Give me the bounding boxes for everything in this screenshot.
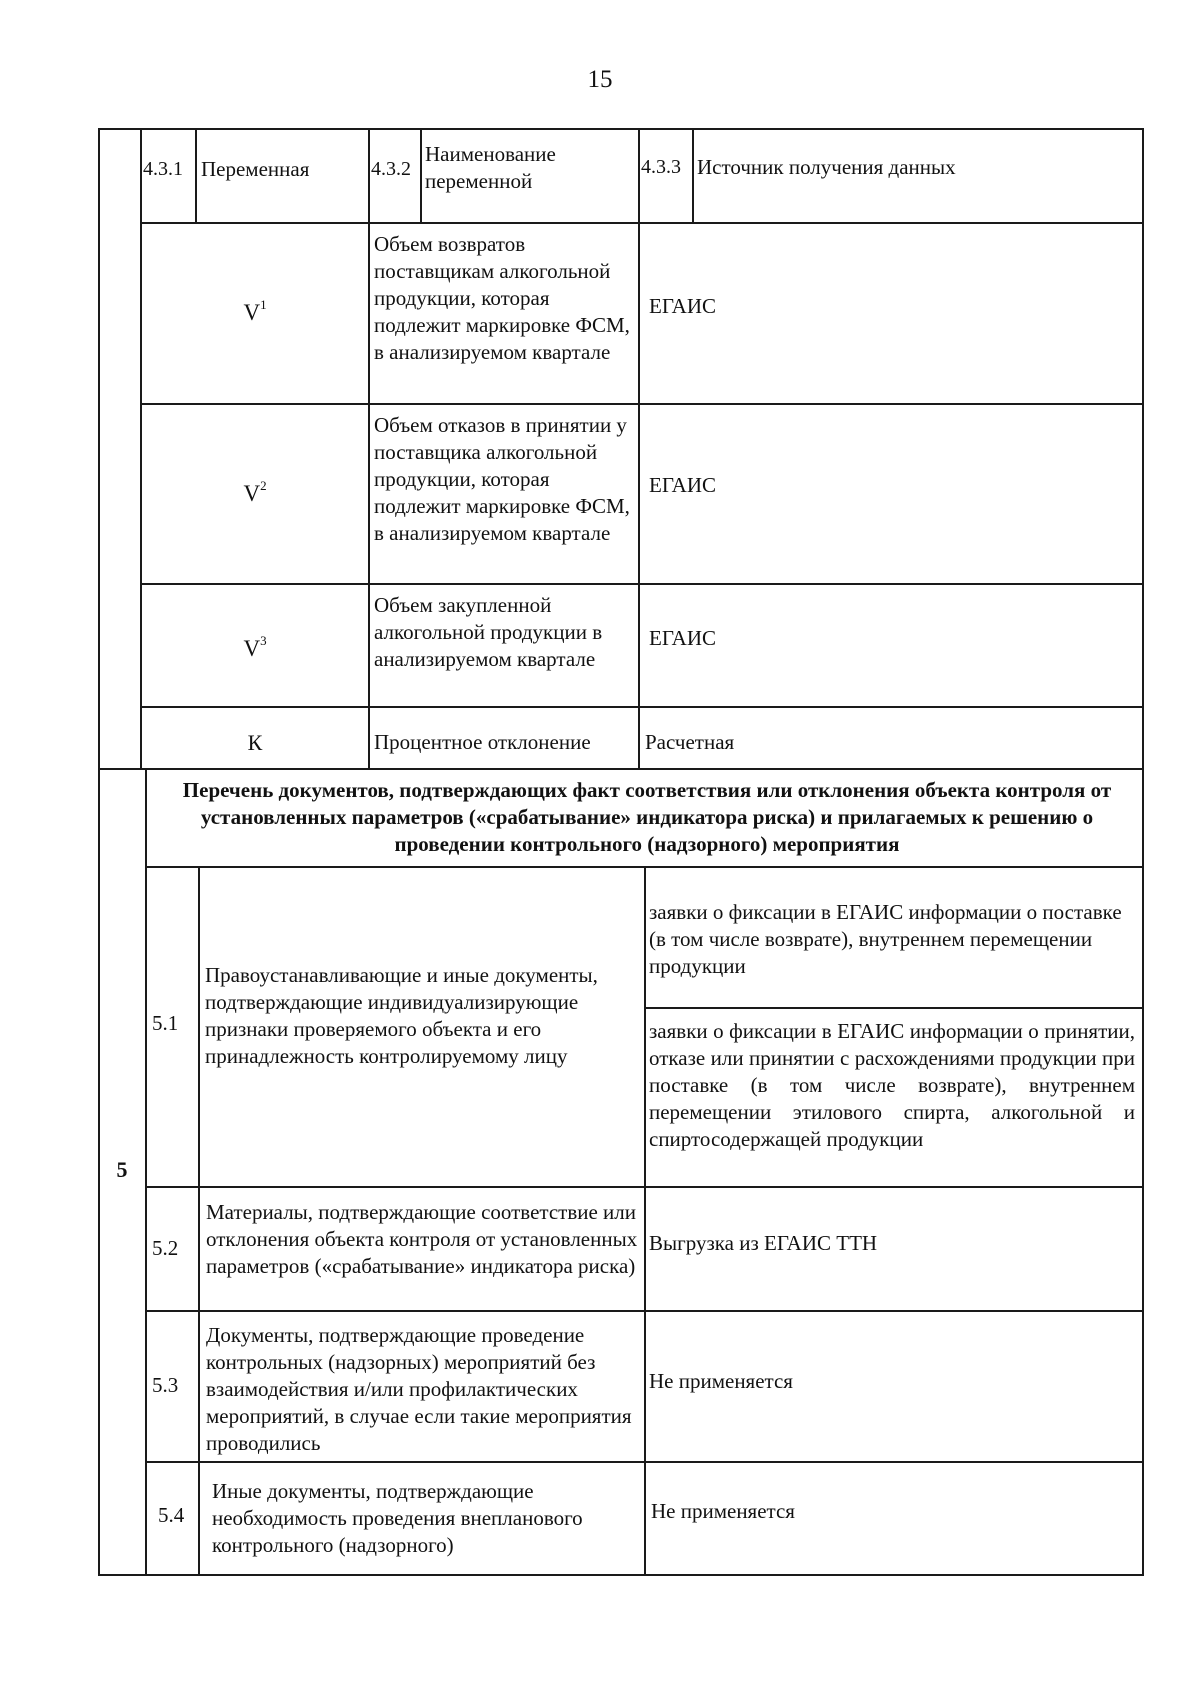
variable-name: Процентное отклонение — [374, 730, 591, 754]
section-number: 5 — [116, 1157, 128, 1182]
col-num-4-3-3: 4.3.3 — [641, 156, 681, 178]
row-label: Материалы, подтверждающие соответствие или отклонения объекта контроля от установленных параметров («срабатывание» индикатора риска) — [206, 1200, 638, 1278]
row-value: Не применяется — [649, 1369, 793, 1393]
variable-name: Объем закупленной алкогольной продукции в анализируемом квартале — [374, 593, 603, 671]
row-value: заявки о фиксации в ЕГАИС информации о поставке (в том числе возврате), внутреннем перемещении продукции — [649, 900, 1122, 978]
col-label-data-source: Источник получения данных — [697, 155, 956, 179]
row-number: 5.1 — [152, 1011, 179, 1035]
row-number: 5.2 — [152, 1236, 179, 1260]
row-number: 5.3 — [152, 1373, 179, 1397]
col-label-variable-name: Наименование переменной — [425, 142, 556, 193]
row-label: Иные документы, подтверждающие необходимость проведения внепланового контрольного (надзорного) — [212, 1479, 583, 1557]
row-value: Не применяется — [651, 1499, 795, 1523]
variable-source: ЕГАИС — [649, 294, 717, 318]
variable-symbol: $V^3$ — [243, 633, 267, 661]
variable-source: Расчетная — [645, 730, 735, 754]
variable-symbol: К — [247, 730, 263, 755]
row-label: Правоустанавливающие и иные документы, подтверждающие индивидуализирующие признаки проверяемого объекта и его принадлежность контролируемому лицу — [205, 963, 598, 1068]
variable-name: Объем возвратов поставщикам алкогольной продукции, которая подлежит маркировке ФСМ, в анализируемом квартале — [374, 232, 630, 364]
section-title: Перечень документов, подтверждающих факт соответствия или отклонения объекта контроля от установленных параметров («срабатывание» индикатора риска) и прилагаемых к решению о проведении контрольного (надзорного) мероприятия — [182, 778, 1112, 856]
page-number: 15 — [587, 66, 613, 93]
variable-symbol: $V^1$ — [243, 297, 267, 325]
variable-source: ЕГАИС — [649, 473, 717, 497]
row-number: 5.4 — [158, 1503, 185, 1527]
variable-symbol: $V^2$ — [243, 478, 267, 506]
col-label-variable: Переменная — [201, 157, 310, 181]
variable-name: Объем отказов в принятии у поставщика алкогольной продукции, которая подлежит маркировке ФСМ, в анализируемом квартале — [374, 413, 630, 545]
row-value: заявки о фиксации в ЕГАИС информации о принятии, отказе или принятии с расхождениями продукции при поставке (в том числе возврате), внутреннем перемещении этилового спирта, алкогольной и спиртосодержащей продукции — [649, 1019, 1135, 1151]
row-label: Документы, подтверждающие проведение контрольных (надзорных) мероприятий без взаимодействия и/или профилактических мероприятий, в случае если такие мероприятия проводились — [206, 1323, 632, 1455]
col-num-4-3-1: 4.3.1 — [143, 158, 183, 180]
row-value: Выгрузка из ЕГАИС ТТН — [649, 1231, 878, 1255]
variable-source: ЕГАИС — [649, 626, 717, 650]
col-num-4-3-2: 4.3.2 — [371, 158, 411, 180]
